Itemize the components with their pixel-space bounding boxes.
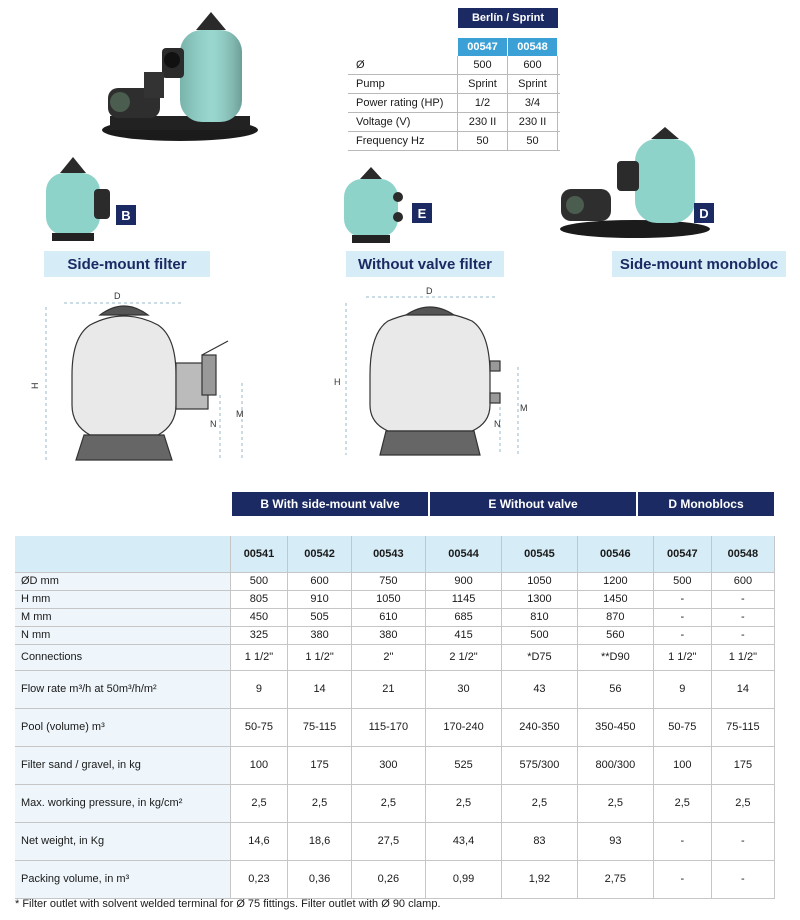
table-row [15,670,775,708]
cell: 600 [508,56,558,74]
row-label: Flow rate m³/h at 50m³/h/m² [15,670,230,708]
cell: 800/300 [577,746,653,784]
cell: 240-350 [501,708,577,746]
cell: Sprint [458,75,508,93]
cell: - [711,860,774,898]
cell: 0,26 [351,860,425,898]
row-label: Power rating (HP) [348,94,458,112]
cell: 14 [711,670,774,708]
cell: 1 1/2" [288,644,351,670]
cell: - [653,590,711,608]
footnote: * Filter outlet with solvent welded terminal for Ø 75 fittings. Filter outlet with Ø 90 clamp. [15,898,441,910]
dimension-h-label: H [30,382,40,389]
cell: 100 [230,746,288,784]
cell: 685 [426,608,502,626]
table-row [15,822,775,860]
cell: 18,6 [288,822,351,860]
without-valve-filter-image [340,165,410,245]
cell: 1145 [426,590,502,608]
table-row [15,590,775,608]
cell: 2,5 [351,784,425,822]
cell: 900 [426,572,502,590]
model-code: 00547 [653,536,711,572]
cell: 175 [711,746,774,784]
model-code: 00548 [508,38,558,56]
cell: 350-450 [577,708,653,746]
cell: 230 II [458,113,508,131]
cell: 0,23 [230,860,288,898]
header-label-cell [15,536,230,572]
table-row [15,644,775,670]
dimension-d-label: D [114,291,121,301]
variant-badge: B [116,205,136,225]
cell: 380 [288,626,351,644]
cell: 500 [230,572,288,590]
cell: 380 [351,626,425,644]
cell: - [711,608,774,626]
table-row [348,113,560,132]
cell: 575/300 [501,746,577,784]
table-row [15,784,775,822]
cell: 2,75 [577,860,653,898]
dimension-m-label: M [236,409,244,419]
cell: 0,36 [288,860,351,898]
variant-badge: D [694,203,714,223]
cell: 75-115 [711,708,774,746]
cell: 170-240 [426,708,502,746]
cell: 56 [577,670,653,708]
cell: 1 1/2" [711,644,774,670]
cell: 93 [577,822,653,860]
variant-caption: Side-mount filter [44,251,210,277]
cell: 750 [351,572,425,590]
variant-caption: Side-mount monobloc [612,251,786,277]
cell: 2" [351,644,425,670]
filter-spec-table [15,536,775,899]
row-label: Pool (volume) m³ [15,708,230,746]
model-code: 00543 [351,536,425,572]
dimension-n-label: N [494,419,501,429]
cell: 415 [426,626,502,644]
cell: - [653,608,711,626]
cell: 50-75 [230,708,288,746]
table-row [15,860,775,898]
cell: 2,5 [288,784,351,822]
cell: 600 [711,572,774,590]
model-code: 00544 [426,536,502,572]
cell: 230 II [508,113,558,131]
table-row [348,75,560,94]
model-code: 00548 [711,536,774,572]
cell: 0,99 [426,860,502,898]
cell: 1 1/2" [230,644,288,670]
cell: 2,5 [577,784,653,822]
cell: 14,6 [230,822,288,860]
cell: 560 [577,626,653,644]
cell: 300 [351,746,425,784]
cell: 43 [501,670,577,708]
cell: 175 [288,746,351,784]
cell: 1200 [577,572,653,590]
cell: 14 [288,670,351,708]
table-header-row [15,536,775,572]
cell: 2 1/2" [426,644,502,670]
table-row [15,626,775,644]
cell: 9 [230,670,288,708]
cell: 450 [230,608,288,626]
without-valve-dimension-drawing [330,285,540,465]
cell: - [711,822,774,860]
dimension-m-label: M [520,403,528,413]
cell: 870 [577,608,653,626]
row-label: Filter sand / gravel, in kg [15,746,230,784]
table-row [348,132,560,151]
group-header-without-valve: E Without valve [430,492,636,516]
dimension-n-label: N [210,419,217,429]
cell: - [653,626,711,644]
variant-caption: Without valve filter [346,251,504,277]
group-header-side-mount: B With side-mount valve [232,492,428,516]
cell: 1 1/2" [653,644,711,670]
cell: 50 [458,132,508,150]
table-row [15,746,775,784]
row-label: N mm [15,626,230,644]
cell: 525 [426,746,502,784]
cell: 910 [288,590,351,608]
model-code: 00546 [577,536,653,572]
table-row [348,94,560,113]
cell: 30 [426,670,502,708]
model-code: 00542 [288,536,351,572]
row-label: Max. working pressure, in kg/cm² [15,784,230,822]
cell: 9 [653,670,711,708]
model-code: 00547 [458,38,508,56]
cell: 115-170 [351,708,425,746]
cell: - [711,590,774,608]
cell: 2,5 [426,784,502,822]
side-mount-filter-image [42,155,122,245]
cell: 610 [351,608,425,626]
cell: 75-115 [288,708,351,746]
cell: - [711,626,774,644]
row-label: H mm [15,590,230,608]
table-row [15,708,775,746]
pump-spec-table [348,8,560,151]
cell: 50-75 [653,708,711,746]
cell: 1300 [501,590,577,608]
row-label: ØD mm [15,572,230,590]
cell: 2,5 [653,784,711,822]
cell: 50 [508,132,558,150]
cell: 505 [288,608,351,626]
cell: 2,5 [501,784,577,822]
cell: 500 [653,572,711,590]
cell: 325 [230,626,288,644]
cell: 1050 [501,572,577,590]
cell: 3/4 [508,94,558,112]
cell: 1,92 [501,860,577,898]
row-label: Pump [348,75,458,93]
cell: - [653,822,711,860]
row-label: Net weight, in Kg [15,822,230,860]
table-row [15,572,775,590]
side-mount-monobloc-image [555,125,715,240]
cell: 500 [501,626,577,644]
cell: Sprint [508,75,558,93]
model-code: 00541 [230,536,288,572]
row-label: M mm [15,608,230,626]
table-row [348,56,560,75]
table-row [15,608,775,626]
model-code: 00545 [501,536,577,572]
cell: 43,4 [426,822,502,860]
row-label: Frequency Hz [348,132,458,150]
variant-badge: E [412,203,432,223]
series-title: Berlín / Sprint [458,8,558,28]
cell: 100 [653,746,711,784]
cell: 1450 [577,590,653,608]
dimension-d-label: D [426,286,433,296]
cell: 2,5 [711,784,774,822]
dimension-h-label: H [334,377,341,387]
cell: *D75 [501,644,577,670]
row-label: Voltage (V) [348,113,458,131]
group-header-monoblocs: D Monoblocs [638,492,774,516]
side-mount-dimension-drawing [30,285,270,465]
cell: 810 [501,608,577,626]
cell: 805 [230,590,288,608]
cell: 600 [288,572,351,590]
row-label: Packing volume, in m³ [15,860,230,898]
row-label: Connections [15,644,230,670]
monobloc-filter-image [100,8,260,143]
cell: - [653,860,711,898]
cell: 1/2 [458,94,508,112]
cell: 83 [501,822,577,860]
cell: 21 [351,670,425,708]
row-label: Ø [348,56,458,74]
cell: 27,5 [351,822,425,860]
cell: 2,5 [230,784,288,822]
cell: **D90 [577,644,653,670]
cell: 1050 [351,590,425,608]
cell: 500 [458,56,508,74]
